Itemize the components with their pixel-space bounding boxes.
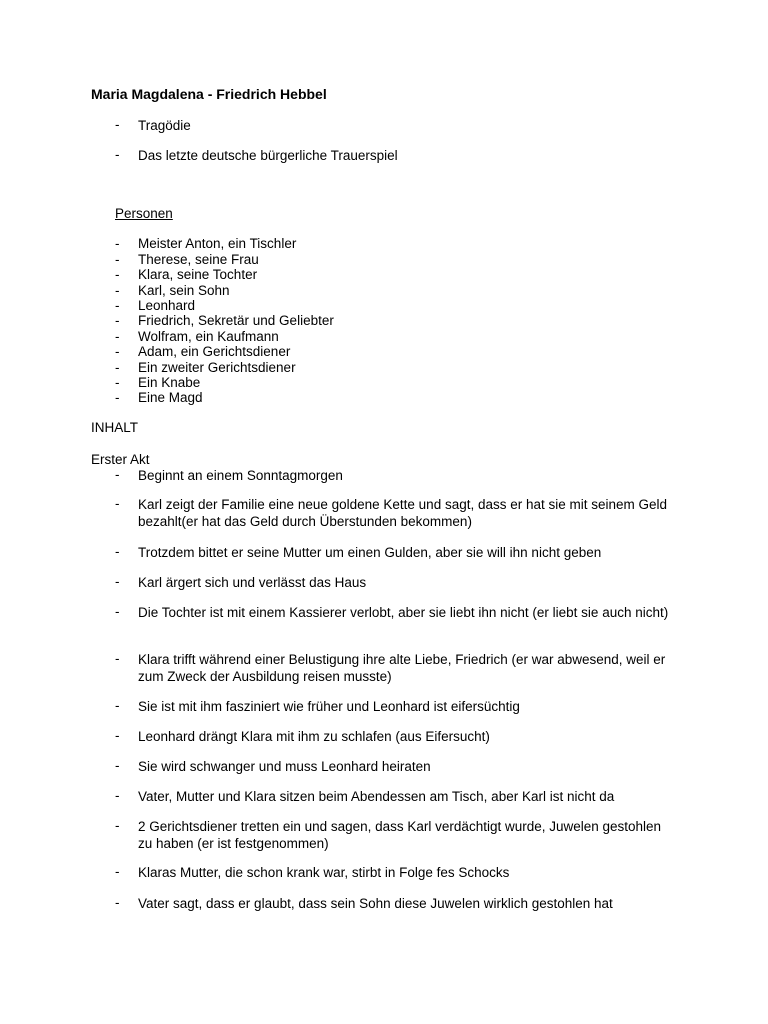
person-text: Klara, seine Tochter [138,267,258,282]
dash-marker: - [115,236,120,251]
akt-item-text: Sie wird schwanger und muss Leonhard heiraten [138,759,431,774]
inhalt-heading: INHALT [91,420,139,435]
intro-item [115,147,675,164]
person-item [115,283,230,298]
person-item [115,360,296,375]
akt-item [115,864,675,881]
dash-marker: - [115,344,120,359]
dash-marker: - [115,544,120,559]
person-item [115,329,279,344]
dash-marker: - [115,267,120,282]
akt-item-text: Karl ärgert sich und verlässt das Haus [138,575,367,590]
akt-item-text: Klara trifft während einer Belustigung ihre alte Liebe, Friedrich (er war abwesend, weil er zum Zweck der Ausbildung reisen musste) [138,652,666,684]
akt-item [115,698,675,715]
akt-item-text: Sie ist mit ihm fasziniert wie früher und Leonhard ist eifersüchtig [138,699,520,714]
akt-item-text: Beginnt an einem Sonntagmorgen [138,468,343,483]
dash-marker: - [115,359,120,375]
akt-heading: Erster Akt [91,452,150,467]
person-item [115,236,296,251]
dash-marker: - [115,375,120,390]
person-text: Leonhard [138,298,196,313]
person-text: Karl, sein Sohn [138,282,230,298]
person-text: Eine Magd [138,390,203,405]
dash-marker: - [115,818,120,833]
dash-marker: - [115,282,120,298]
dash-marker: - [115,467,120,482]
person-text: Friedrich, Sekretär und Geliebter [138,313,334,328]
akt-item-text: Die Tochter ist mit einem Kassierer verlobt, aber sie liebt ihn nicht (er liebt sie auch nicht) [138,605,669,620]
akt-item-text: Karl zeigt der Familie eine neue goldene Kette und sagt, dass er hat sie mit seinem Geld bezahlt(er hat das Geld durch Überstunden bekommen) [138,497,668,529]
person-item [115,313,334,328]
personen-heading: Personen [115,206,173,221]
akt-item-text: Leonhard drängt Klara mit ihm zu schlafen (aus Eifersucht) [138,729,490,744]
person-item [115,252,259,267]
person-item [115,375,200,390]
akt-item [115,604,675,621]
akt-item [115,788,675,805]
person-text: Adam, ein Gerichtsdiener [138,344,291,359]
person-text: Meister Anton, ein Tischler [138,236,297,251]
document-title: Maria Magdalena - Friedrich Hebbel [91,86,327,102]
akt-item-text: Vater, Mutter und Klara sitzen beim Abendessen am Tisch, aber Karl ist nicht da [138,789,615,804]
person-item [115,267,257,282]
dash-marker: - [115,328,120,344]
dash-marker: - [115,147,120,162]
dash-marker: - [115,496,120,511]
person-item [115,344,290,359]
dash-marker: - [115,313,120,328]
akt-item-text: Trotzdem bittet er seine Mutter um einen Gulden, aber sie will ihn nicht geben [138,545,602,560]
akt-item-text: Klaras Mutter, die schon krank war, stirbt in Folge fes Schocks [138,865,510,880]
dash-marker: - [115,251,120,267]
intro-item [115,117,675,134]
dash-marker: - [115,758,120,773]
akt-item [115,651,675,685]
dash-marker: - [115,864,120,879]
dash-marker: - [115,574,120,589]
akt-item [115,544,675,561]
akt-item [115,496,675,530]
dash-marker: - [115,698,120,713]
person-item [115,390,203,405]
akt-item-text: 2 Gerichtsdiener tretten ein und sagen, dass Karl verdächtigt wurde, Juwelen gestohlen zu haben (er ist festgenommen) [138,819,662,851]
dash-marker: - [115,895,120,910]
akt-item [115,758,675,775]
akt-item [115,895,675,912]
dash-marker: - [115,728,120,743]
akt-item [115,467,675,484]
person-text: Therese, seine Frau [138,251,259,267]
dash-marker: - [115,390,120,405]
akt-item [115,728,675,745]
person-text: Ein zweiter Gerichtsdiener [138,359,296,375]
dash-marker: - [115,298,120,313]
akt-item [115,818,675,852]
akt-item-text: Vater sagt, dass er glaubt, dass sein Sohn diese Juwelen wirklich gestohlen hat [138,896,613,911]
person-text: Wolfram, ein Kaufmann [138,328,279,344]
person-item [115,298,195,313]
dash-marker: - [115,604,120,619]
akt-item [115,574,675,591]
intro-item-text: Tragödie [138,118,191,133]
dash-marker: - [115,651,120,666]
dash-marker: - [115,117,120,132]
intro-item-text: Das letzte deutsche bürgerliche Trauerspiel [138,148,398,163]
person-text: Ein Knabe [138,375,201,390]
dash-marker: - [115,788,120,803]
